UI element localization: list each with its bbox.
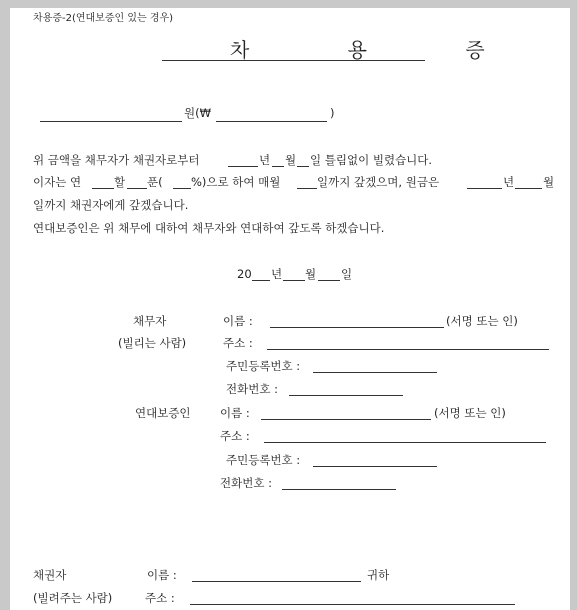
header-note: 차용증-2(연대보증인 있는 경우) bbox=[33, 13, 174, 24]
pun-label: 푼( bbox=[147, 175, 163, 189]
date-year-blank[interactable] bbox=[252, 280, 270, 281]
body-line4: 연대보증인은 위 채무에 대하여 채무자와 연대하여 갚도록 하겠습니다. bbox=[33, 221, 385, 235]
creditor-name-label: 이름 : bbox=[147, 568, 177, 582]
month-label: 월 bbox=[285, 153, 297, 167]
interest-hal-blank[interactable] bbox=[92, 188, 114, 189]
repay-year-label: 년 bbox=[503, 175, 515, 189]
hal-label: 할 bbox=[114, 175, 126, 189]
creditor-honorific: 귀하 bbox=[367, 568, 390, 582]
document-title: 차 용 증 bbox=[230, 38, 531, 62]
debtor-id-label: 주민등록번호 : bbox=[226, 359, 301, 373]
guarantor-phone-label: 전화번호 : bbox=[220, 476, 272, 490]
amount-close: ) bbox=[330, 106, 335, 120]
debtor-sign-label: (서명 또는 인) bbox=[446, 314, 518, 328]
monthly-label: %)으로 하여 매월 bbox=[191, 175, 281, 189]
amount-korean-blank[interactable] bbox=[40, 121, 182, 122]
year-label: 년 bbox=[259, 153, 271, 167]
guarantor-sign-label: (서명 또는 인) bbox=[434, 406, 506, 420]
repay-year-blank[interactable] bbox=[467, 188, 502, 189]
creditor-role: 채권자 bbox=[33, 568, 67, 582]
debtor-phone-field[interactable] bbox=[289, 395, 403, 396]
borrow-month-blank[interactable] bbox=[272, 166, 284, 167]
principal-label: 일까지 갚겠으며, 원금은 bbox=[317, 175, 440, 189]
interest-pun-blank[interactable] bbox=[127, 188, 147, 189]
date-prefix: 20 bbox=[237, 267, 252, 281]
creditor-name-field[interactable] bbox=[192, 581, 361, 582]
repay-month-label: 월 bbox=[543, 175, 555, 189]
pay-day-blank[interactable] bbox=[297, 188, 317, 189]
date-month-label: 월 bbox=[305, 267, 317, 281]
debtor-id-field[interactable] bbox=[313, 372, 437, 373]
date-month-blank[interactable] bbox=[283, 280, 305, 281]
debtor-name-label: 이름 : bbox=[223, 314, 253, 328]
guarantor-phone-field[interactable] bbox=[282, 489, 396, 490]
debtor-role: 채무자 bbox=[133, 314, 167, 328]
guarantor-address-field[interactable] bbox=[264, 442, 546, 443]
creditor-address-label: 주소 : bbox=[145, 591, 175, 605]
date-year-label: 년 bbox=[271, 267, 283, 281]
guarantor-id-field[interactable] bbox=[313, 466, 437, 467]
body-line3: 일까지 채권자에게 갚겠습니다. bbox=[33, 198, 189, 212]
creditor-role-sub: (빌려주는 사람) bbox=[33, 591, 113, 605]
interest-text: 이자는 연 bbox=[33, 175, 82, 189]
guarantor-address-label: 주소 : bbox=[220, 429, 250, 443]
document-page bbox=[10, 8, 570, 610]
title-underline bbox=[162, 60, 425, 61]
amount-number-blank[interactable] bbox=[216, 121, 327, 122]
body-line1-end: 일 틀림없이 빌렸습니다. bbox=[310, 153, 433, 167]
body-line1-text: 위 금액을 채무자가 채권자로부터 bbox=[33, 153, 200, 167]
debtor-name-field[interactable] bbox=[270, 327, 444, 328]
debtor-address-field[interactable] bbox=[267, 349, 549, 350]
creditor-address-field[interactable] bbox=[190, 604, 515, 605]
guarantor-name-field[interactable] bbox=[261, 419, 431, 420]
borrow-year-blank[interactable] bbox=[228, 166, 258, 167]
debtor-role-sub: (빌리는 사람) bbox=[118, 336, 187, 350]
borrow-day-blank[interactable] bbox=[297, 166, 309, 167]
guarantor-role: 연대보증인 bbox=[135, 406, 191, 420]
amount-unit: 원(₩ bbox=[184, 106, 211, 120]
date-day-label: 일 bbox=[341, 267, 353, 281]
debtor-address-label: 주소 : bbox=[223, 336, 253, 350]
repay-month-blank[interactable] bbox=[515, 188, 542, 189]
guarantor-name-label: 이름 : bbox=[220, 406, 250, 420]
guarantor-id-label: 주민등록번호 : bbox=[226, 453, 301, 467]
date-day-blank[interactable] bbox=[318, 280, 340, 281]
interest-percent-blank[interactable] bbox=[173, 188, 191, 189]
debtor-phone-label: 전화번호 : bbox=[226, 382, 278, 396]
